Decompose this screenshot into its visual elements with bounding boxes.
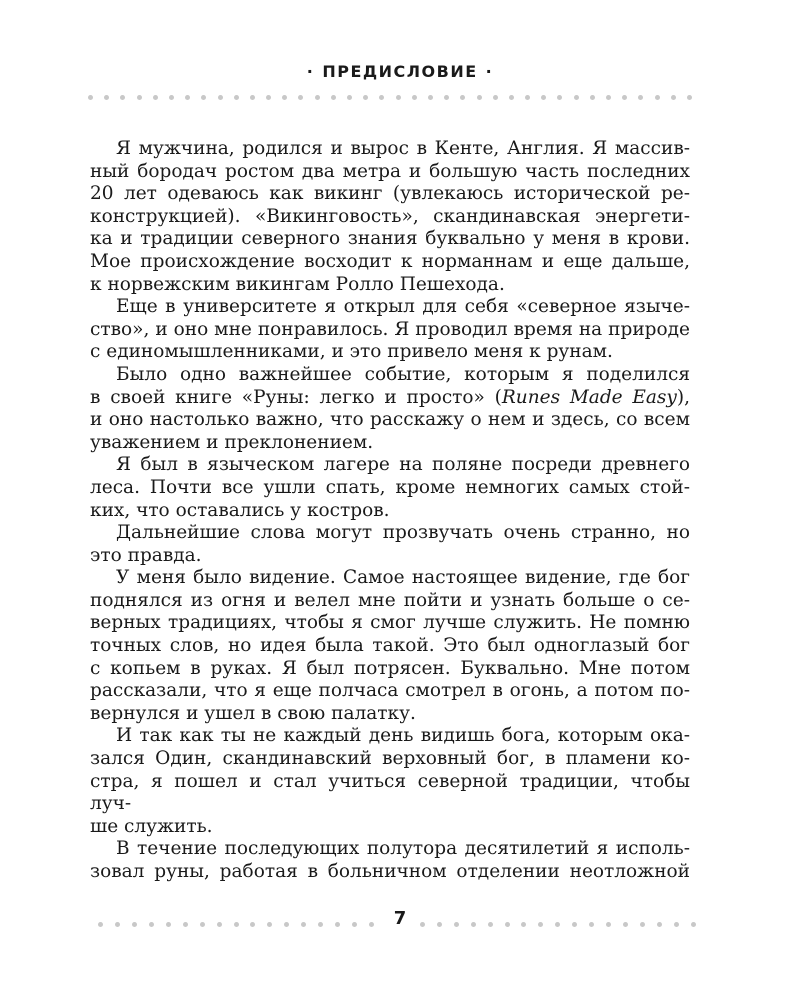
divider-dot — [137, 95, 142, 100]
text-line: конструкцией). «Викинговость», скандинавская энергети- — [90, 205, 690, 227]
running-header — [0, 62, 800, 81]
text-line: Я мужчина, родился и вырос в Кенте, Англия. Я массив- — [116, 138, 690, 159]
divider-dot — [88, 95, 93, 100]
paragraph-4 — [90, 454, 690, 522]
divider-dot — [201, 95, 206, 100]
paragraph-8 — [90, 838, 690, 883]
divider-dot — [250, 95, 255, 100]
paragraph-7 — [90, 725, 690, 838]
text-segment: ), — [676, 386, 690, 408]
divider-dot — [444, 95, 449, 100]
text-line: и оно настолько важно, что расскажу о нем и здесь, со всем — [90, 409, 690, 431]
paragraph-3 — [90, 364, 690, 454]
divider-dot — [331, 95, 336, 100]
paragraph-2 — [90, 296, 690, 364]
text-line: Мое происхождение восходит к норманнам и еще дальше, — [90, 250, 690, 272]
divider-dot — [153, 95, 158, 100]
header-bullet-left: · — [306, 62, 315, 81]
divider-dot — [218, 95, 223, 100]
text-line: стра, я пошел и стал учиться северной традиции, чтобы луч- — [90, 770, 690, 815]
text-line: ка и традиции северного знания буквально у меня в крови. — [90, 228, 690, 250]
text-line: У меня было видение. Самое настоящее видение, где бог — [116, 567, 690, 589]
chapter-title: ПРЕДИСЛОВИЕ — [322, 62, 478, 81]
divider-dot — [638, 95, 643, 100]
divider-dot — [169, 95, 174, 100]
divider-dot — [282, 95, 287, 100]
text-line: верных традициях, чтобы я смог лучше служить. Не помню — [90, 612, 690, 634]
body-text — [90, 138, 690, 884]
divider-dot — [509, 95, 514, 100]
divider-dot — [477, 95, 482, 100]
divider-dot — [428, 95, 433, 100]
divider-dot — [104, 95, 109, 100]
text-line: ство», и оно мне понравилось. Я проводил время на природе — [90, 318, 690, 340]
divider-dot — [315, 95, 320, 100]
divider-dot — [541, 95, 546, 100]
divider-dot — [687, 95, 692, 100]
text-line-with-book-title — [90, 387, 690, 410]
divider-dot — [671, 95, 676, 100]
text-line: вернулся и ушел в свою палатку. — [90, 702, 416, 724]
header-dot-divider — [88, 93, 692, 101]
page-number — [0, 908, 800, 929]
divider-dot — [590, 95, 595, 100]
paragraph-5 — [90, 522, 690, 567]
divider-dot — [396, 95, 401, 100]
text-line: поднялся из огня и велел мне пойти и узнать больше о се- — [90, 589, 690, 611]
divider-dot — [298, 95, 303, 100]
divider-dot — [525, 95, 530, 100]
divider-dot — [185, 95, 190, 100]
text-line: к норвежским викингам Ролло Пешехода. — [90, 273, 505, 295]
text-line: ких, что оставались у костров. — [90, 499, 390, 521]
divider-dot — [574, 95, 579, 100]
divider-dot — [120, 95, 125, 100]
divider-dot — [234, 95, 239, 100]
text-line: зовал руны, работая в больничном отделении неотложной — [90, 861, 690, 882]
text-line: Дальнейшие слова могут прозвучать очень странно, но — [116, 522, 690, 544]
text-line: ный бородач ростом два метра и большую часть последних — [90, 160, 690, 182]
divider-dot — [622, 95, 627, 100]
divider-dot — [493, 95, 498, 100]
divider-dot — [379, 95, 384, 100]
text-line: это правда. — [90, 544, 202, 566]
text-line: И так как ты не каждый день видишь бога, которым ока- — [116, 725, 690, 747]
divider-dot — [460, 95, 465, 100]
text-line: Еще в университете я открыл для себя «северное язычe- — [116, 296, 690, 318]
divider-dot — [363, 95, 368, 100]
text-line: ше служить. — [90, 815, 213, 837]
divider-dot — [655, 95, 660, 100]
text-line: точных слов, но идея была такой. Это был одноглазый бог — [90, 635, 690, 657]
text-line: Я был в языческом лагере на поляне посреди древнего — [116, 454, 690, 476]
text-line: зался Один, скандинавский верховный бог, в пламени ко- — [90, 748, 690, 770]
text-line: 20 лет одеваюсь как викинг (увлекаюсь исторической ре- — [90, 183, 690, 205]
divider-dot — [412, 95, 417, 100]
paragraph-6 — [90, 567, 690, 725]
divider-dot — [606, 95, 611, 100]
page-number-value: 7 — [384, 908, 417, 929]
paragraph-1 — [90, 138, 690, 296]
divider-dot — [557, 95, 562, 100]
divider-dot — [266, 95, 271, 100]
text-line: рассказали, что я еще полчаса смотрел в огонь, а потом по- — [90, 680, 690, 702]
text-line: В течение последующих полутора десятилетий я исполь- — [116, 838, 690, 860]
header-bullet-right: · — [485, 62, 494, 81]
divider-dot — [347, 95, 352, 100]
book-title-english: Runes Made Easy — [501, 386, 677, 408]
text-line: уважением и преклонением. — [90, 431, 374, 453]
text-line: леса. Почти все ушли спать, кроме немногих самых стой- — [90, 476, 690, 498]
text-line: Было одно важнейшее событие, которым я поделился — [116, 363, 690, 385]
text-segment: в своей книге «Руны: легко и просто» ( — [90, 386, 502, 408]
text-line: с копьем в руках. Я был потрясен. Буквально. Мне потом — [90, 657, 690, 679]
text-line: с единомышленниками, и это привело меня к рунам. — [90, 341, 613, 363]
